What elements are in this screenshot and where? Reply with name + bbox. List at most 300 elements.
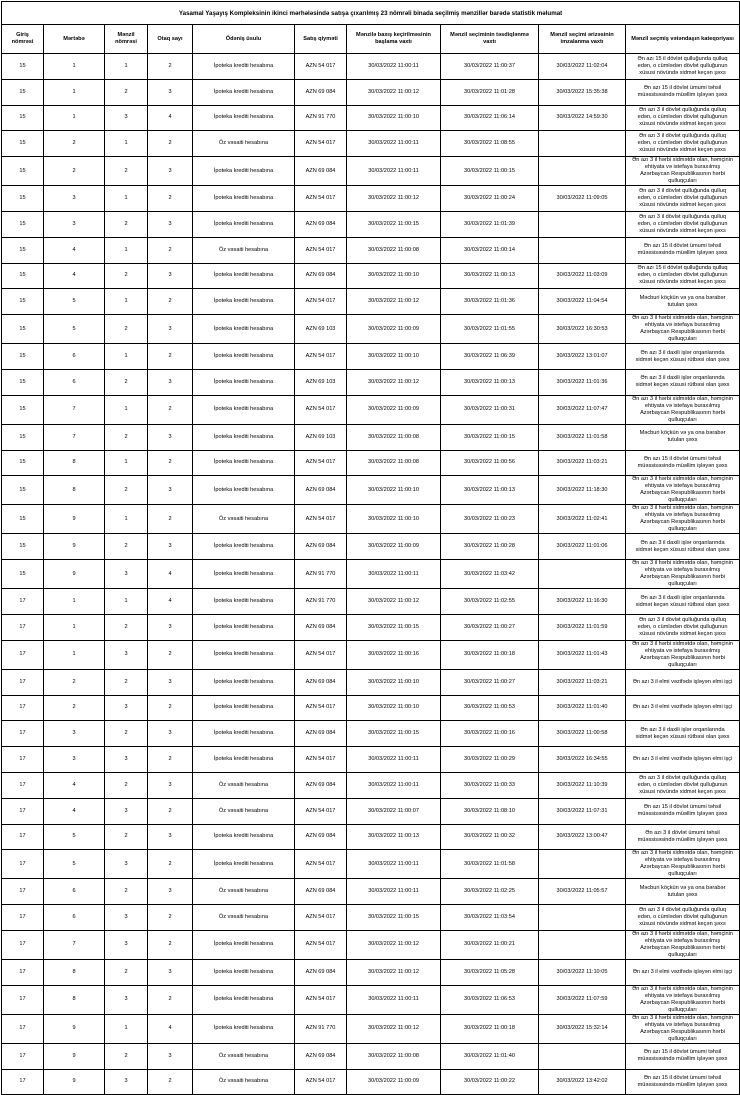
apartment-number-cell: 3 (105, 105, 148, 131)
application-signed-cell: 30/03/2022 11:03:21 (539, 450, 626, 476)
sale-price-cell: AZN 69 084 (295, 1043, 347, 1069)
entrance-cell: 17 (2, 850, 44, 879)
selection-confirmed-cell: 30/03/2022 11:00:18 (441, 1014, 539, 1043)
entrance-cell: 17 (2, 930, 44, 959)
apartment-number-cell: 2 (105, 669, 148, 695)
table-row (2, 640, 740, 669)
floor-cell: 2 (44, 157, 105, 186)
rooms-cell: 2 (148, 131, 193, 157)
viewing-start-cell: 30/03/2022 11:00:12 (347, 186, 441, 212)
floor-cell: 4 (44, 772, 105, 798)
entrance-cell: 17 (2, 905, 44, 931)
table-row (2, 315, 740, 344)
apartment-number-cell: 1 (105, 344, 148, 370)
selection-confirmed-cell: 30/03/2022 11:03:42 (441, 560, 539, 589)
citizen-category-cell: Ən azı 3 il hərbi xidmətdə olan, həmçinin ehtiyata və istefaya buraxılmış Azərbaycan Respublikasının hərbi qulluqçuları (626, 395, 740, 424)
viewing-start-cell: 30/03/2022 11:00:13 (347, 824, 441, 850)
floor-cell: 2 (44, 131, 105, 157)
apartment-number-cell: 1 (105, 395, 148, 424)
selection-confirmed-cell: 30/03/2022 11:00:22 (441, 1069, 539, 1095)
citizen-category-cell: Ən azı 3 il hərbi xidmətdə olan, həmçinin ehtiyata və istefaya buraxılmış Azərbaycan Respublikasının hərbi qulluqçuları (626, 1014, 740, 1043)
application-signed-cell: 30/03/2022 15:32:14 (539, 1014, 626, 1043)
selection-confirmed-cell: 30/03/2022 11:00:18 (441, 640, 539, 669)
table-row (2, 930, 740, 959)
apartment-number-cell: 1 (105, 237, 148, 263)
floor-cell: 7 (44, 424, 105, 450)
sale-price-cell: AZN 69 084 (295, 959, 347, 985)
viewing-start-cell: 30/03/2022 11:00:16 (347, 640, 441, 669)
application-signed-cell: 30/03/2022 11:01:36 (539, 369, 626, 395)
application-signed-cell: 30/03/2022 11:01:59 (539, 614, 626, 640)
payment-method-cell: İpoteka krediti hesabına (193, 589, 295, 615)
payment-method-cell: İpoteka krediti hesabına (193, 534, 295, 560)
entrance-cell: 15 (2, 263, 44, 289)
floor-cell: 1 (44, 614, 105, 640)
payment-method-cell: İpoteka krediti hesabına (193, 211, 295, 237)
selection-confirmed-cell: 30/03/2022 11:00:21 (441, 930, 539, 959)
viewing-start-cell: 30/03/2022 11:00:10 (347, 695, 441, 721)
col-sale-price: Satış qiyməti (295, 25, 347, 54)
table-row (2, 589, 740, 615)
payment-method-cell: İpoteka krediti hesabına (193, 79, 295, 105)
payment-method-cell: İpoteka krediti hesabına (193, 1014, 295, 1043)
citizen-category-cell: Ən azı 15 il dövlət ümumi təhsil müəssisəsində müəllim işləyən şəxs (626, 1069, 740, 1095)
citizen-category-cell: Ən azı 3 il daxili işlər orqanlarında xidmət keçən xüsusi rütbəsi olan şəxs (626, 721, 740, 747)
rooms-cell: 2 (148, 395, 193, 424)
rooms-cell: 3 (148, 669, 193, 695)
sale-price-cell: AZN 54 017 (295, 131, 347, 157)
citizen-category-cell: Məcburi köçkün və ya ona bərabər tutulan şəxs (626, 424, 740, 450)
sale-price-cell: AZN 54 017 (295, 395, 347, 424)
selection-confirmed-cell: 30/03/2022 11:01:58 (441, 850, 539, 879)
apartment-number-cell: 1 (105, 589, 148, 615)
selection-confirmed-cell: 30/03/2022 11:00:29 (441, 747, 539, 773)
apartment-number-cell: 2 (105, 476, 148, 505)
payment-method-cell: İpoteka krediti hesabına (193, 560, 295, 589)
apartment-number-cell: 3 (105, 747, 148, 773)
entrance-cell: 15 (2, 315, 44, 344)
payment-method-cell: İpoteka krediti hesabına (193, 369, 295, 395)
table-row (2, 395, 740, 424)
rooms-cell: 2 (148, 640, 193, 669)
viewing-start-cell: 30/03/2022 11:00:10 (347, 105, 441, 131)
rooms-cell: 2 (148, 985, 193, 1014)
citizen-category-cell: Ən azı 3 il daxili işlər orqanlarında xidmət keçən xüsusi rütbəsi olan şəxs (626, 589, 740, 615)
apartment-number-cell: 3 (105, 930, 148, 959)
application-signed-cell: 30/03/2022 11:01:58 (539, 424, 626, 450)
apartment-number-cell: 3 (105, 798, 148, 824)
application-signed-cell: 30/03/2022 13:01:07 (539, 344, 626, 370)
table-title: Yasamal Yaşayış Kompleksinin ikinci mərhələsində satışa çıxarılmış 23 nömrəli binada seçilmiş mənzillər barədə statistik məlumat (2, 2, 740, 25)
rooms-cell: 3 (148, 263, 193, 289)
citizen-category-cell: Ən azı 3 il dövlət qulluğunda qulluq edən, o cümlədən dövlət qulluğunun xüsusi növündə xidmət keçən şəxs (626, 614, 740, 640)
table-row (2, 614, 740, 640)
viewing-start-cell: 30/03/2022 11:00:08 (347, 450, 441, 476)
viewing-start-cell: 30/03/2022 11:00:12 (347, 369, 441, 395)
floor-cell: 1 (44, 640, 105, 669)
apartment-number-cell: 2 (105, 614, 148, 640)
viewing-start-cell: 30/03/2022 11:00:09 (347, 1069, 441, 1095)
table-row (2, 1043, 740, 1069)
table-row (2, 131, 740, 157)
rooms-cell: 3 (148, 157, 193, 186)
sale-price-cell: AZN 69 103 (295, 424, 347, 450)
entrance-cell: 15 (2, 211, 44, 237)
floor-cell: 9 (44, 505, 105, 534)
payment-method-cell: İpoteka krediti hesabına (193, 54, 295, 80)
rooms-cell: 4 (148, 105, 193, 131)
entrance-cell: 17 (2, 747, 44, 773)
selection-confirmed-cell: 30/03/2022 11:06:39 (441, 344, 539, 370)
table-row (2, 157, 740, 186)
viewing-start-cell: 30/03/2022 11:00:11 (347, 772, 441, 798)
entrance-cell: 15 (2, 450, 44, 476)
application-signed-cell: 30/03/2022 11:01:06 (539, 534, 626, 560)
application-signed-cell: 30/03/2022 11:18:30 (539, 476, 626, 505)
selection-confirmed-cell: 30/03/2022 11:03:54 (441, 905, 539, 931)
citizen-category-cell: Ən azı 3 il hərbi xidmətdə olan, həmçinin ehtiyata və istefaya buraxılmış Azərbaycan Respublikasının hərbi qulluqçuları (626, 157, 740, 186)
rooms-cell: 3 (148, 824, 193, 850)
floor-cell: 5 (44, 824, 105, 850)
floor-cell: 6 (44, 879, 105, 905)
apartment-number-cell: 3 (105, 560, 148, 589)
sale-price-cell: AZN 69 084 (295, 476, 347, 505)
apartment-number-cell: 1 (105, 505, 148, 534)
table-row (2, 905, 740, 931)
floor-cell: 3 (44, 721, 105, 747)
apartment-number-cell: 2 (105, 959, 148, 985)
table-row (2, 959, 740, 985)
citizen-category-cell: Ən azı 3 il elmi vəzifədə işləyən elmi işçi (626, 959, 740, 985)
entrance-cell: 17 (2, 959, 44, 985)
col-floor: Mərtəbə (44, 25, 105, 54)
entrance-cell: 15 (2, 105, 44, 131)
rooms-cell: 3 (148, 721, 193, 747)
application-signed-cell: 30/03/2022 11:03:21 (539, 669, 626, 695)
selection-confirmed-cell: 30/03/2022 11:00:32 (441, 824, 539, 850)
floor-cell: 2 (44, 669, 105, 695)
viewing-start-cell: 30/03/2022 11:00:09 (347, 315, 441, 344)
rooms-cell: 3 (148, 211, 193, 237)
payment-method-cell: Öz vəsaiti hesabına (193, 131, 295, 157)
floor-cell: 9 (44, 534, 105, 560)
application-signed-cell (539, 930, 626, 959)
floor-cell: 5 (44, 289, 105, 315)
table-row (2, 669, 740, 695)
selection-confirmed-cell: 30/03/2022 11:00:28 (441, 534, 539, 560)
sale-price-cell: AZN 69 084 (295, 721, 347, 747)
citizen-category-cell: Ən azı 3 il hərbi xidmətdə olan, həmçinin ehtiyata və istefaya buraxılmış Azərbaycan Respublikasının hərbi qulluqçuları (626, 560, 740, 589)
table-row (2, 105, 740, 131)
apartment-number-cell: 3 (105, 1069, 148, 1095)
application-signed-cell: 30/03/2022 15:35:38 (539, 79, 626, 105)
statistics-sheet (1, 1, 739, 1095)
citizen-category-cell: Ən azı 15 il dövlət ümumi təhsil müəssisəsində müəllim işləyən şəxs (626, 237, 740, 263)
apartment-number-cell: 1 (105, 289, 148, 315)
payment-method-cell: İpoteka krediti hesabına (193, 315, 295, 344)
payment-method-cell: Öz vəsaiti hesabına (193, 1069, 295, 1095)
entrance-cell: 17 (2, 721, 44, 747)
payment-method-cell: Öz vəsaiti hesabına (193, 237, 295, 263)
floor-cell: 8 (44, 450, 105, 476)
floor-cell: 8 (44, 476, 105, 505)
table-row (2, 772, 740, 798)
payment-method-cell: İpoteka krediti hesabına (193, 985, 295, 1014)
rooms-cell: 2 (148, 289, 193, 315)
sale-price-cell: AZN 69 084 (295, 772, 347, 798)
citizen-category-cell: Ən azı 3 il dövlət qulluğunda qulluq edən, o cümlədən dövlət qulluğunun xüsusi növündə xidmət keçən şəxs (626, 131, 740, 157)
payment-method-cell: İpoteka krediti hesabına (193, 157, 295, 186)
payment-method-cell: İpoteka krediti hesabına (193, 930, 295, 959)
citizen-category-cell: Ən azı 3 il hərbi xidmətdə olan, həmçinin ehtiyata və istefaya buraxılmış Azərbaycan Respublikasının hərbi qulluqçuları (626, 505, 740, 534)
floor-cell: 3 (44, 186, 105, 212)
application-signed-cell: 30/03/2022 13:00:47 (539, 824, 626, 850)
sale-price-cell: AZN 54 017 (295, 344, 347, 370)
payment-method-cell: İpoteka krediti hesabına (193, 186, 295, 212)
sale-price-cell: AZN 69 084 (295, 879, 347, 905)
payment-method-cell: İpoteka krediti hesabına (193, 850, 295, 879)
viewing-start-cell: 30/03/2022 11:00:15 (347, 905, 441, 931)
viewing-start-cell: 30/03/2022 11:00:10 (347, 476, 441, 505)
table-row (2, 695, 740, 721)
payment-method-cell: İpoteka krediti hesabına (193, 824, 295, 850)
selection-confirmed-cell: 30/03/2022 11:00:13 (441, 369, 539, 395)
sale-price-cell: AZN 69 084 (295, 614, 347, 640)
table-body (2, 54, 740, 1095)
application-signed-cell (539, 131, 626, 157)
payment-method-cell: İpoteka krediti hesabına (193, 395, 295, 424)
selection-confirmed-cell: 30/03/2022 11:01:40 (441, 1043, 539, 1069)
application-signed-cell: 30/03/2022 11:10:05 (539, 959, 626, 985)
table-row (2, 747, 740, 773)
apartment-number-cell: 2 (105, 157, 148, 186)
selection-confirmed-cell: 30/03/2022 11:06:14 (441, 105, 539, 131)
sale-price-cell: AZN 54 017 (295, 237, 347, 263)
rooms-cell: 2 (148, 237, 193, 263)
entrance-cell: 17 (2, 798, 44, 824)
selection-confirmed-cell: 30/03/2022 11:08:10 (441, 798, 539, 824)
viewing-start-cell: 30/03/2022 11:00:07 (347, 798, 441, 824)
floor-cell: 3 (44, 211, 105, 237)
application-signed-cell: 30/03/2022 11:07:47 (539, 395, 626, 424)
entrance-cell: 15 (2, 186, 44, 212)
citizen-category-cell: Ən azı 15 il dövlət ümumi təhsil müəssisəsində müəllim işləyən şəxs (626, 79, 740, 105)
sale-price-cell: AZN 54 017 (295, 798, 347, 824)
floor-cell: 6 (44, 344, 105, 370)
table-row (2, 1014, 740, 1043)
table-row (2, 211, 740, 237)
rooms-cell: 2 (148, 798, 193, 824)
selection-confirmed-cell: 30/03/2022 11:08:55 (441, 131, 539, 157)
selection-confirmed-cell: 30/03/2022 11:01:55 (441, 315, 539, 344)
rooms-cell: 4 (148, 589, 193, 615)
viewing-start-cell: 30/03/2022 11:00:10 (347, 669, 441, 695)
sale-price-cell: AZN 54 017 (295, 905, 347, 931)
selection-confirmed-cell: 30/03/2022 11:01:28 (441, 79, 539, 105)
apartment-number-cell: 2 (105, 534, 148, 560)
apartment-number-cell: 2 (105, 424, 148, 450)
sale-price-cell: AZN 54 017 (295, 640, 347, 669)
application-signed-cell (539, 850, 626, 879)
apartment-number-cell: 3 (105, 905, 148, 931)
application-signed-cell: 30/03/2022 11:05:57 (539, 879, 626, 905)
selection-confirmed-cell: 30/03/2022 11:00:31 (441, 395, 539, 424)
viewing-start-cell: 30/03/2022 11:00:12 (347, 589, 441, 615)
rooms-cell: 3 (148, 959, 193, 985)
apartment-number-cell: 1 (105, 186, 148, 212)
viewing-start-cell: 30/03/2022 11:00:11 (347, 747, 441, 773)
payment-method-cell: Öz vəsaiti hesabına (193, 798, 295, 824)
floor-cell: 9 (44, 1014, 105, 1043)
floor-cell: 4 (44, 263, 105, 289)
sale-price-cell: AZN 54 017 (295, 1069, 347, 1095)
application-signed-cell: 30/03/2022 11:07:31 (539, 798, 626, 824)
floor-cell: 4 (44, 237, 105, 263)
rooms-cell: 3 (148, 772, 193, 798)
sale-price-cell: AZN 91 770 (295, 560, 347, 589)
application-signed-cell: 30/03/2022 11:04:54 (539, 289, 626, 315)
apartment-number-cell: 1 (105, 1014, 148, 1043)
payment-method-cell: Öz vəsaiti hesabına (193, 772, 295, 798)
viewing-start-cell: 30/03/2022 11:00:08 (347, 237, 441, 263)
payment-method-cell: Öz vəsaiti hesabına (193, 505, 295, 534)
selection-confirmed-cell: 30/03/2022 11:00:24 (441, 186, 539, 212)
payment-method-cell: İpoteka krediti hesabına (193, 424, 295, 450)
citizen-category-cell: Ən azı 3 il elmi vəzifədə işləyən elmi işçi (626, 669, 740, 695)
entrance-cell: 15 (2, 289, 44, 315)
viewing-start-cell: 30/03/2022 11:00:11 (347, 54, 441, 80)
col-apartment-number: Mənzil nömrəsi (105, 25, 148, 54)
entrance-cell: 17 (2, 824, 44, 850)
table-row (2, 79, 740, 105)
payment-method-cell: İpoteka krediti hesabına (193, 669, 295, 695)
entrance-cell: 15 (2, 560, 44, 589)
sale-price-cell: AZN 69 103 (295, 315, 347, 344)
rooms-cell: 2 (148, 850, 193, 879)
floor-cell: 7 (44, 395, 105, 424)
payment-method-cell: İpoteka krediti hesabına (193, 263, 295, 289)
sale-price-cell: AZN 69 084 (295, 263, 347, 289)
citizen-category-cell: Ən azı 3 il hərbi xidmətdə olan, həmçinin ehtiyata və istefaya buraxılmış Azərbaycan Respublikasının hərbi qulluqçuları (626, 476, 740, 505)
citizen-category-cell: Ən azı 15 il dövlət ümumi təhsil müəssisəsində müəllim işləyən şəxs (626, 450, 740, 476)
viewing-start-cell: 30/03/2022 11:00:11 (347, 157, 441, 186)
sale-price-cell: AZN 69 103 (295, 369, 347, 395)
citizen-category-cell: Ən azı 15 il dövlət ümumi təhsil müəssisəsində müəllim işləyən şəxs (626, 798, 740, 824)
table-row (2, 476, 740, 505)
sale-price-cell: AZN 54 017 (295, 505, 347, 534)
viewing-start-cell: 30/03/2022 11:00:10 (347, 505, 441, 534)
floor-cell: 1 (44, 105, 105, 131)
rooms-cell: 2 (148, 505, 193, 534)
payment-method-cell: İpoteka krediti hesabına (193, 959, 295, 985)
col-payment-method: Ödəniş üsulu (193, 25, 295, 54)
entrance-cell: 15 (2, 424, 44, 450)
table-row (2, 289, 740, 315)
entrance-cell: 17 (2, 879, 44, 905)
sale-price-cell: AZN 54 017 (295, 850, 347, 879)
viewing-start-cell: 30/03/2022 11:00:09 (347, 395, 441, 424)
rooms-cell: 2 (148, 747, 193, 773)
table-row (2, 1069, 740, 1095)
citizen-category-cell: Ən azı 3 il daxili işlər orqanlarında xidmət keçən xüsusi rütbəsi olan şəxs (626, 534, 740, 560)
rooms-cell: 2 (148, 344, 193, 370)
rooms-cell: 2 (148, 186, 193, 212)
sale-price-cell: AZN 54 017 (295, 747, 347, 773)
apartment-number-cell: 1 (105, 131, 148, 157)
application-signed-cell: 30/03/2022 11:10:39 (539, 772, 626, 798)
floor-cell: 5 (44, 315, 105, 344)
apartment-number-cell: 2 (105, 1043, 148, 1069)
apartment-number-cell: 2 (105, 79, 148, 105)
payment-method-cell: İpoteka krediti hesabına (193, 476, 295, 505)
sale-price-cell: AZN 54 017 (295, 930, 347, 959)
viewing-start-cell: 30/03/2022 11:00:11 (347, 985, 441, 1014)
entrance-cell: 17 (2, 589, 44, 615)
table-row (2, 879, 740, 905)
citizen-category-cell: Ən azı 3 il hərbi xidmətdə olan, həmçinin ehtiyata və istefaya buraxılmış Azərbaycan Respublikasının hərbi qulluqçuları (626, 315, 740, 344)
entrance-cell: 15 (2, 395, 44, 424)
entrance-cell: 17 (2, 695, 44, 721)
floor-cell: 4 (44, 798, 105, 824)
viewing-start-cell: 30/03/2022 11:00:12 (347, 959, 441, 985)
selection-confirmed-cell: 30/03/2022 11:01:36 (441, 289, 539, 315)
citizen-category-cell: Ən azı 3 il dövlət qulluğunda qulluq edən, o cümlədən dövlət qulluğunun xüsusi növündə xidmət keçən şəxs (626, 905, 740, 931)
apartment-number-cell: 2 (105, 211, 148, 237)
apartment-number-cell: 3 (105, 985, 148, 1014)
table-row (2, 824, 740, 850)
application-signed-cell: 30/03/2022 11:03:09 (539, 263, 626, 289)
selection-confirmed-cell: 30/03/2022 11:00:23 (441, 505, 539, 534)
viewing-start-cell: 30/03/2022 11:00:11 (347, 850, 441, 879)
sale-price-cell: AZN 54 017 (295, 695, 347, 721)
citizen-category-cell: Ən azı 3 il dövlət qulluğunda qulluq edən, o cümlədən dövlət qulluğunun xüsusi növündə xidmət keçən şəxs (626, 186, 740, 212)
floor-cell: 1 (44, 589, 105, 615)
table-row (2, 186, 740, 212)
sale-price-cell: AZN 69 084 (295, 669, 347, 695)
application-signed-cell: 30/03/2022 11:01:40 (539, 695, 626, 721)
col-application-signed: Mənzil seçimi ərizəsinin imzalanma vaxtı (539, 25, 626, 54)
table-row (2, 850, 740, 879)
table-row (2, 798, 740, 824)
entrance-cell: 15 (2, 157, 44, 186)
table-row (2, 534, 740, 560)
floor-cell: 1 (44, 54, 105, 80)
rooms-cell: 3 (148, 1043, 193, 1069)
entrance-cell: 15 (2, 476, 44, 505)
entrance-cell: 15 (2, 344, 44, 370)
apartment-number-cell: 3 (105, 695, 148, 721)
viewing-start-cell: 30/03/2022 11:00:15 (347, 721, 441, 747)
application-signed-cell: 30/03/2022 11:00:58 (539, 721, 626, 747)
payment-method-cell: İpoteka krediti hesabına (193, 640, 295, 669)
selection-confirmed-cell: 30/03/2022 11:00:37 (441, 54, 539, 80)
application-signed-cell: 30/03/2022 13:42:02 (539, 1069, 626, 1095)
sale-price-cell: AZN 54 017 (295, 450, 347, 476)
sale-price-cell: AZN 69 084 (295, 79, 347, 105)
entrance-cell: 17 (2, 1069, 44, 1095)
apartments-table (1, 1, 740, 1095)
rooms-cell: 4 (148, 1014, 193, 1043)
selection-confirmed-cell: 30/03/2022 11:01:39 (441, 211, 539, 237)
apartment-number-cell: 1 (105, 54, 148, 80)
selection-confirmed-cell: 30/03/2022 11:00:13 (441, 263, 539, 289)
rooms-cell: 2 (148, 695, 193, 721)
payment-method-cell: İpoteka krediti hesabına (193, 614, 295, 640)
table-row (2, 505, 740, 534)
selection-confirmed-cell: 30/03/2022 11:00:27 (441, 614, 539, 640)
citizen-category-cell: Ən azı 3 il hərbi xidmətdə olan, həmçinin ehtiyata və istefaya buraxılmış Azərbaycan Respublikasının hərbi qulluqçuları (626, 850, 740, 879)
citizen-category-cell: Ən azı 3 il hərbi xidmətdə olan, həmçinin ehtiyata və istefaya buraxılmış Azərbaycan Respublikasının hərbi qulluqçuları (626, 930, 740, 959)
